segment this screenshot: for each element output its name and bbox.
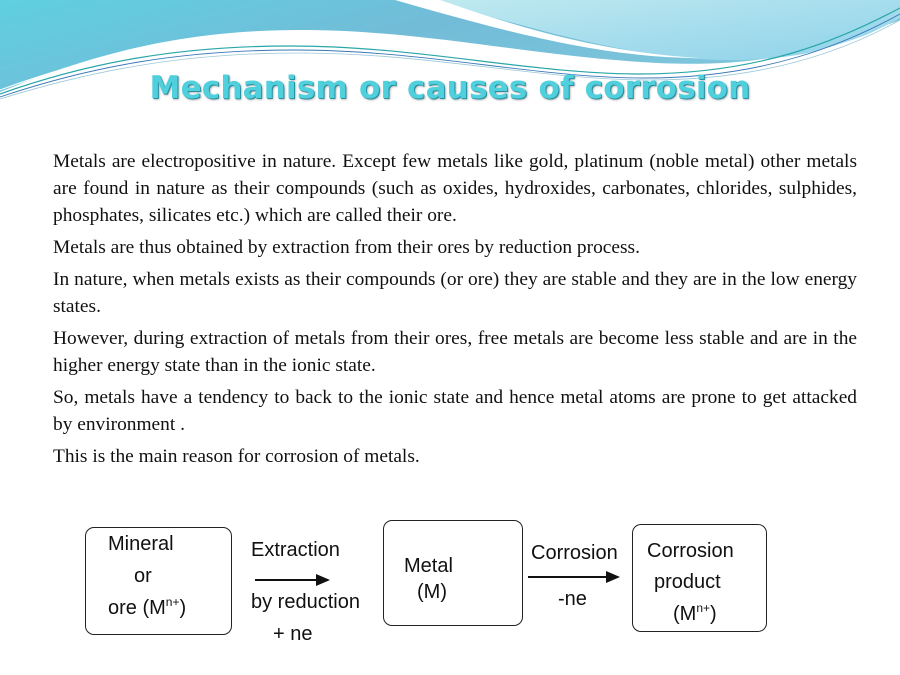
ore-box-line1: Mineral bbox=[108, 533, 174, 555]
extraction-arrow bbox=[255, 579, 328, 581]
paragraph-tendency: So, metals have a tendency to back to the ionic state and hence metal atoms are prone to get attacked by environment . bbox=[53, 387, 857, 435]
paragraph-main-reason: This is the main reason for corrosion of metals. bbox=[53, 446, 420, 467]
by-reduction-label: by reduction bbox=[251, 591, 360, 613]
corrosion-product-line2: product bbox=[654, 571, 721, 593]
corrosion-product-line1: Corrosion bbox=[647, 540, 734, 562]
corrosion-cycle-diagram bbox=[0, 505, 900, 665]
metal-box-line1: Metal bbox=[404, 555, 453, 577]
slide-body bbox=[53, 148, 857, 475]
corrosion-label: Corrosion bbox=[531, 542, 618, 564]
ore-box-line3: ore $(M^{n+})$ bbox=[108, 595, 187, 619]
paragraph-low-energy: In nature, when metals exists as their compounds (or ore) they are stable and they are in the low energy states. bbox=[53, 269, 857, 317]
paragraph-extraction: Metals are thus obtained by extraction from their ores by reduction process. bbox=[53, 237, 640, 258]
metal-box-line2: (M) bbox=[417, 581, 447, 603]
paragraph-electropositive: Metals are electropositive in nature. Except few metals like gold, platinum (noble metal) other metals are found in nature as their compounds (such as oxides, hydroxides, carbonates, chlorides, sulphides, phosphates, silicates etc.) which are called their ore. bbox=[53, 151, 857, 226]
extraction-label: Extraction bbox=[251, 539, 340, 561]
slide-title: Mechanism or causes of corrosion bbox=[149, 70, 751, 106]
ore-box-line2: or bbox=[134, 565, 152, 587]
minus-ne-label: -ne bbox=[558, 588, 587, 610]
paragraph-higher-energy: However, during extraction of metals from their ores, free metals are become less stable and are in the higher energy state than in the ionic state. bbox=[53, 328, 857, 376]
corrosion-product-line3: $(M^{n+})$ bbox=[673, 601, 717, 625]
plus-ne-label: + ne bbox=[273, 623, 313, 645]
corrosion-arrow bbox=[528, 576, 618, 578]
